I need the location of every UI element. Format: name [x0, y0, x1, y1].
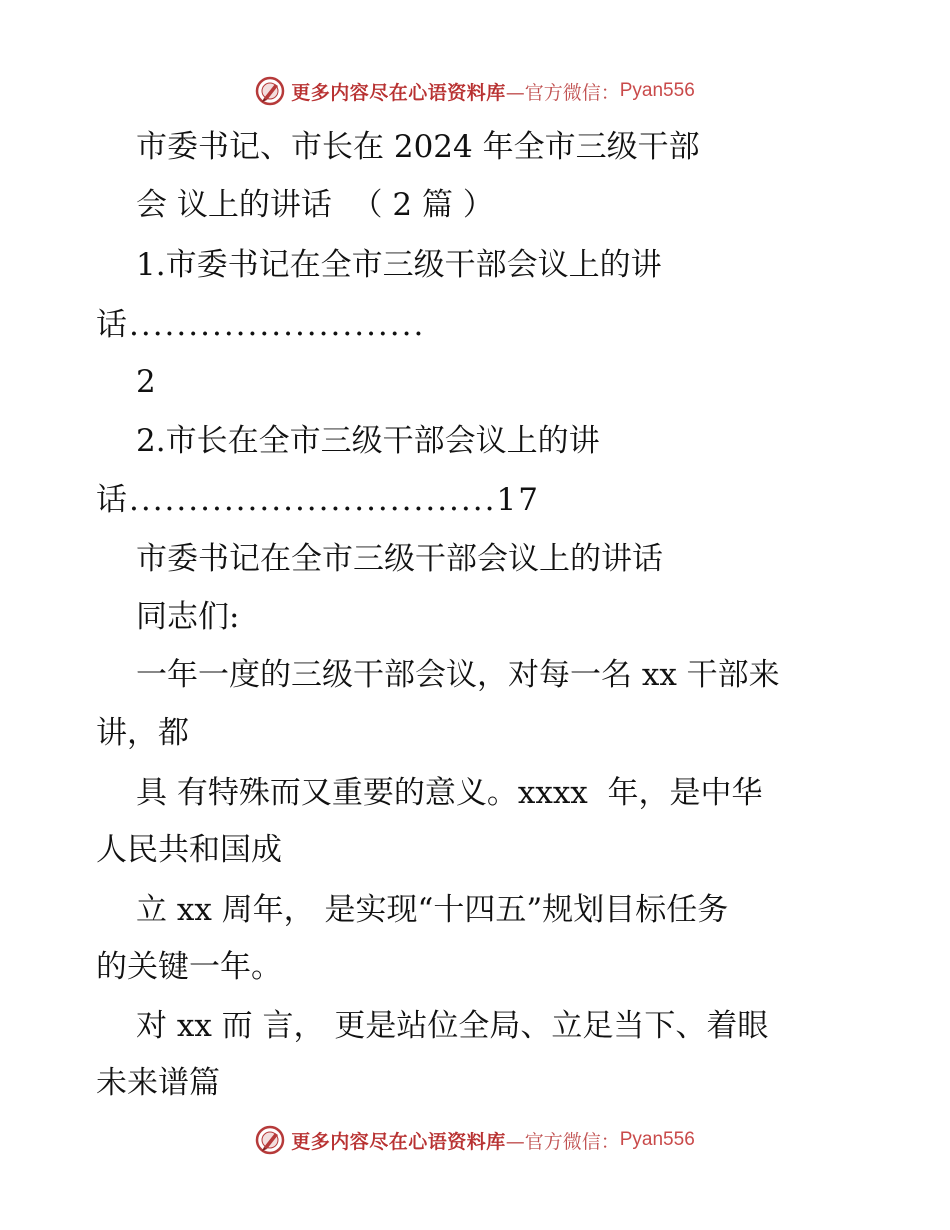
banner-wechat-id: Pyan556	[619, 80, 695, 101]
banner-wechat-id: Pyan556	[619, 1129, 695, 1150]
body-line: 未来谱篇	[96, 1065, 220, 1101]
pen-logo-icon	[255, 1125, 285, 1155]
greeting: 同志们:	[136, 599, 240, 635]
body-line: 对 xx 而 言， 更是站位全局、立足当下、着眼	[136, 1008, 769, 1044]
banner-main-text: 更多内容尽在心语资料库	[291, 81, 506, 104]
toc-item-1-page: 2	[136, 364, 156, 400]
banner-wechat-label: —官方微信：	[505, 1130, 620, 1153]
pen-logo-icon	[255, 76, 285, 106]
document-title-line-2: 会 议上的讲话 （ 2 篇 ）	[136, 187, 494, 223]
toc-item-1-leader: 话.........................	[96, 307, 426, 343]
body-line: 具 有特殊而又重要的意义。xxxx 年，是中华	[136, 775, 763, 811]
body-line: 的关键一年。	[96, 949, 282, 985]
body-line: 讲，都	[96, 715, 189, 751]
body-line: 立 xx 周年， 是实现“十四五”规划目标任务	[136, 892, 729, 928]
body-line: 一年一度的三级干部会议，对每一名 xx 干部来	[136, 657, 780, 693]
section-heading: 市委书记在全市三级干部会议上的讲话	[136, 541, 663, 577]
document-title-line-1: 市委书记、市长在 2024 年全市三级干部	[136, 129, 700, 165]
body-line: 人民共和国成	[96, 832, 282, 868]
banner-wechat-label: —官方微信：	[505, 81, 620, 104]
footer-banner	[0, 1120, 950, 1160]
banner-main-text: 更多内容尽在心语资料库	[291, 1130, 506, 1153]
toc-item-1-title: 1.市委书记在全市三级干部会议上的讲	[136, 247, 662, 283]
toc-item-2-title: 2.市长在全市三级干部会议上的讲	[136, 423, 600, 459]
toc-item-2-leader: 话...............................17	[96, 482, 540, 518]
header-banner	[0, 71, 950, 111]
